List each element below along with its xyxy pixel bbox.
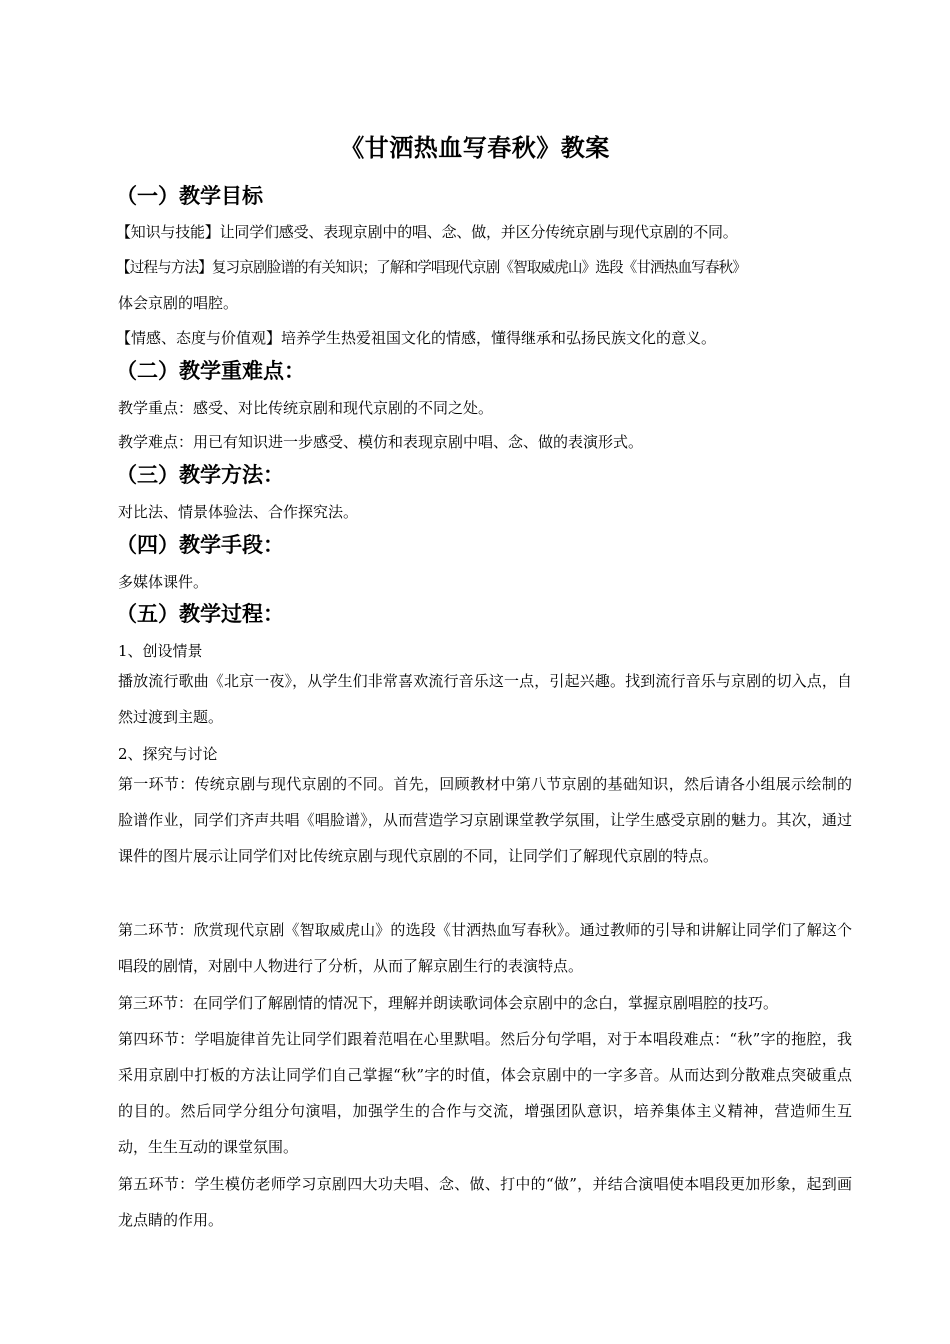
step2-part5: 第五环节：学生模仿老师学习京剧四大功夫唱、念、做、打中的“做”，并结合演唱使本唱段更加形象，起到画龙点睛的作用。 [118,1175,852,1229]
step1-title: 1、创设情景 [118,642,203,660]
page-title: 《甘洒热血写春秋》教案 [340,133,610,162]
difficult-point-text: 教学难点：用已有知识进一步感受、模仿和表现京剧中唱、念、做的表演形式。 [118,433,644,451]
step1-text: 播放流行歌曲《北京一夜》，从学生们非常喜欢流行音乐这一点，引起兴趣。找到流行音乐与京剧的切入点，自然过渡到主题。 [118,672,852,726]
section-heading-objectives: （一）教学目标 [116,183,263,208]
key-point-text: 教学重点：感受、对比传统京剧和现代京剧的不同之处。 [118,399,494,417]
objective-emotion: 【情感、态度与价值观】培养学生热爱祖国文化的情感，懂得继承和弘扬民族文化的意义。 [116,329,717,347]
objective-knowledge: 【知识与技能】让同学们感受、表现京剧中的唱、念、做，并区分传统京剧与现代京剧的不同。 [116,223,738,241]
objective-process-line1: 【过程与方法】复习京剧脸谱的有关知识；了解和学唱现代京剧《智取威虎山》选段《甘洒热血写春秋》 [116,259,746,276]
step2-title: 2、探究与讨论 [118,745,218,763]
section-heading-process: （五）教学过程： [116,601,284,626]
step2-part4: 第四环节：学唱旋律首先让同学们跟着范唱在心里默唱。然后分句学唱，对于本唱段难点：“秋”字的拖腔，我采用京剧中打板的方法让同学们自己掌握“秋”字的时值，体会京剧中的一字多音。从而达到分散难点突破重点的目的。然后同学分组分句演唱，加强学生的合作与交流，增强团队意识，培养集体主义精神，营造师生互动，生生互动的课堂氛围。 [118,1030,852,1156]
section-heading-means: （四）教学手段： [116,532,284,557]
step2-part3: 第三环节：在同学们了解剧情的情况下，理解并朗读歌词体会京剧中的念白，掌握京剧唱腔的技巧。 [118,994,779,1012]
section-heading-key-points: （二）教学重难点： [116,358,305,383]
methods-text: 对比法、情景体验法、合作探究法。 [118,503,359,521]
step2-part1: 第一环节：传统京剧与现代京剧的不同。首先，回顾教材中第八节京剧的基础知识，然后请各小组展示绘制的脸谱作业，同学们齐声共唱《唱脸谱》，从而营造学习京剧课堂教学氛围，让学生感受京剧的魅力。其次，通过课件的图片展示让同学们对比传统京剧与现代京剧的不同，让同学们了解现代京剧的特点。 [118,775,852,865]
step2-part2: 第二环节：欣赏现代京剧《智取威虎山》的选段《甘洒热血写春秋》。通过教师的引导和讲解让同学们了解这个唱段的剧情，对剧中人物进行了分析，从而了解京剧生行的表演特点。 [118,921,852,975]
section-heading-methods: （三）教学方法： [116,462,284,487]
means-text: 多媒体课件。 [118,573,209,591]
objective-process-line2: 体会京剧的唱腔。 [118,294,239,312]
